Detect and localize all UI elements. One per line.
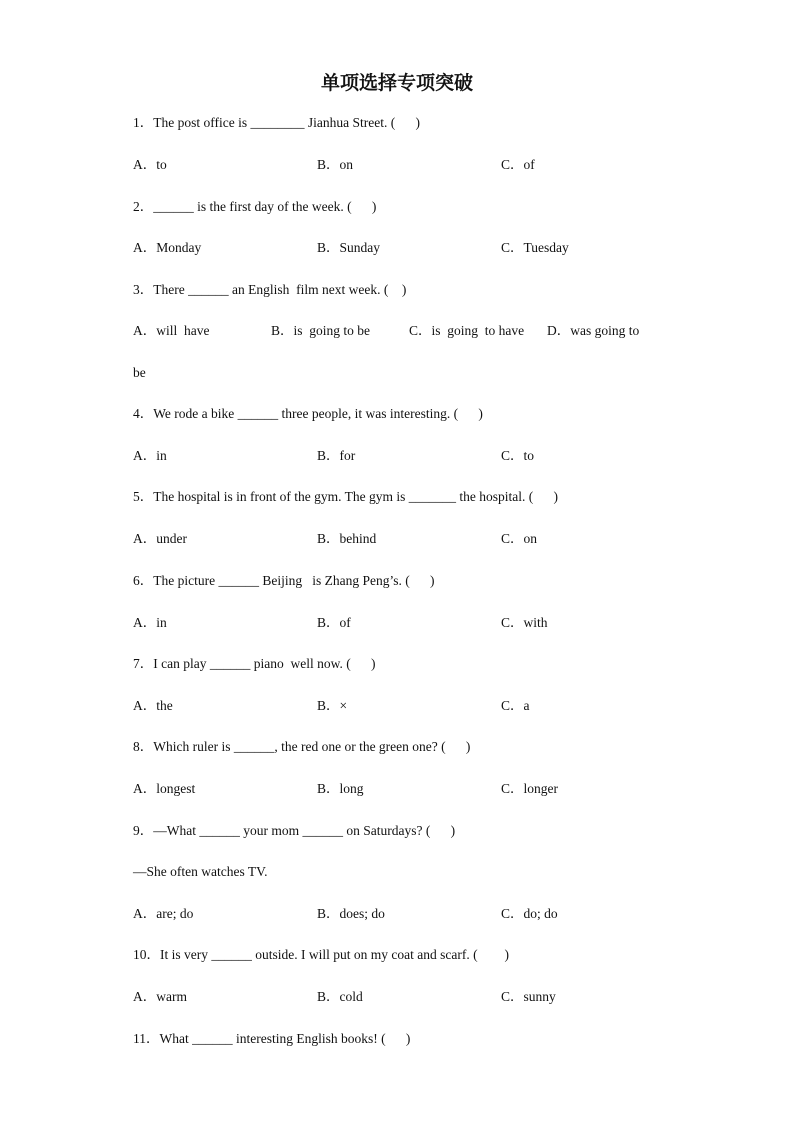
- q2-option-a[interactable]: A．Monday: [133, 240, 202, 255]
- question-6: 6．The picture ______ Beijing is Zhang Peng’s. ( ): [133, 573, 435, 588]
- q3-option-a[interactable]: A．will have: [133, 323, 210, 338]
- page-title: 单项选择专项突破: [320, 72, 473, 94]
- q8-option-b[interactable]: B．long: [317, 781, 364, 796]
- q1-option-b[interactable]: B．on: [317, 157, 354, 172]
- question-9: 9．—What ______ your mom ______ on Saturdays? ( ): [133, 823, 456, 838]
- q9-reply: —She often watches TV.: [133, 864, 268, 879]
- q5-option-c[interactable]: C．on: [501, 531, 538, 546]
- q5-option-b[interactable]: B．behind: [317, 531, 377, 546]
- q4-option-c[interactable]: C．to: [501, 448, 535, 463]
- q6-option-c[interactable]: C．with: [501, 615, 548, 630]
- q4-option-a[interactable]: A．in: [133, 448, 167, 463]
- q9-option-c[interactable]: C．do; do: [501, 906, 558, 921]
- q10-option-a[interactable]: A．warm: [133, 989, 187, 1004]
- q6-option-b[interactable]: B．of: [317, 615, 351, 630]
- q3-option-b[interactable]: B．is going to be: [271, 323, 371, 338]
- q7-option-b[interactable]: B．×: [317, 698, 348, 713]
- question-1: 1．The post office is ________ Jianhua Street. ( ): [133, 115, 420, 130]
- question-2: 2．______ is the first day of the week. ( ): [133, 199, 377, 214]
- q10-option-c[interactable]: C．sunny: [501, 989, 556, 1004]
- q3-option-d-continued: be: [133, 365, 146, 380]
- question-5: 5．The hospital is in front of the gym. The gym is _______ the hospital. ( ): [133, 489, 558, 504]
- q9-option-a[interactable]: A．are; do: [133, 906, 194, 921]
- q4-option-b[interactable]: B．for: [317, 448, 356, 463]
- question-10: 10．It is very ______ outside. I will put on my coat and scarf. ( ): [133, 947, 510, 962]
- q3-option-c[interactable]: C．is going to have: [409, 323, 525, 338]
- question-8: 8．Which ruler is ______, the red one or the green one? ( ): [133, 739, 471, 754]
- question-7: 7．I can play ______ piano well now. ( ): [133, 656, 376, 671]
- q3-option-d[interactable]: D．was going to: [547, 323, 640, 338]
- q2-option-c[interactable]: C．Tuesday: [501, 240, 569, 255]
- q1-option-c[interactable]: C．of: [501, 157, 535, 172]
- question-3: 3．There ______ an English film next week. ( ): [133, 282, 407, 297]
- q8-option-c[interactable]: C．longer: [501, 781, 558, 796]
- q9-option-b[interactable]: B．does; do: [317, 906, 385, 921]
- q6-option-a[interactable]: A．in: [133, 615, 167, 630]
- q1-option-a[interactable]: A．to: [133, 157, 167, 172]
- question-11: 11．What ______ interesting English books! ( ): [133, 1031, 411, 1046]
- q5-option-a[interactable]: A．under: [133, 531, 187, 546]
- q7-option-c[interactable]: C．a: [501, 698, 530, 713]
- q7-option-a[interactable]: A．the: [133, 698, 173, 713]
- q10-option-b[interactable]: B．cold: [317, 989, 363, 1004]
- question-4: 4．We rode a bike ______ three people, it was interesting. ( ): [133, 406, 483, 421]
- q8-option-a[interactable]: A．longest: [133, 781, 196, 796]
- q2-option-b[interactable]: B．Sunday: [317, 240, 381, 255]
